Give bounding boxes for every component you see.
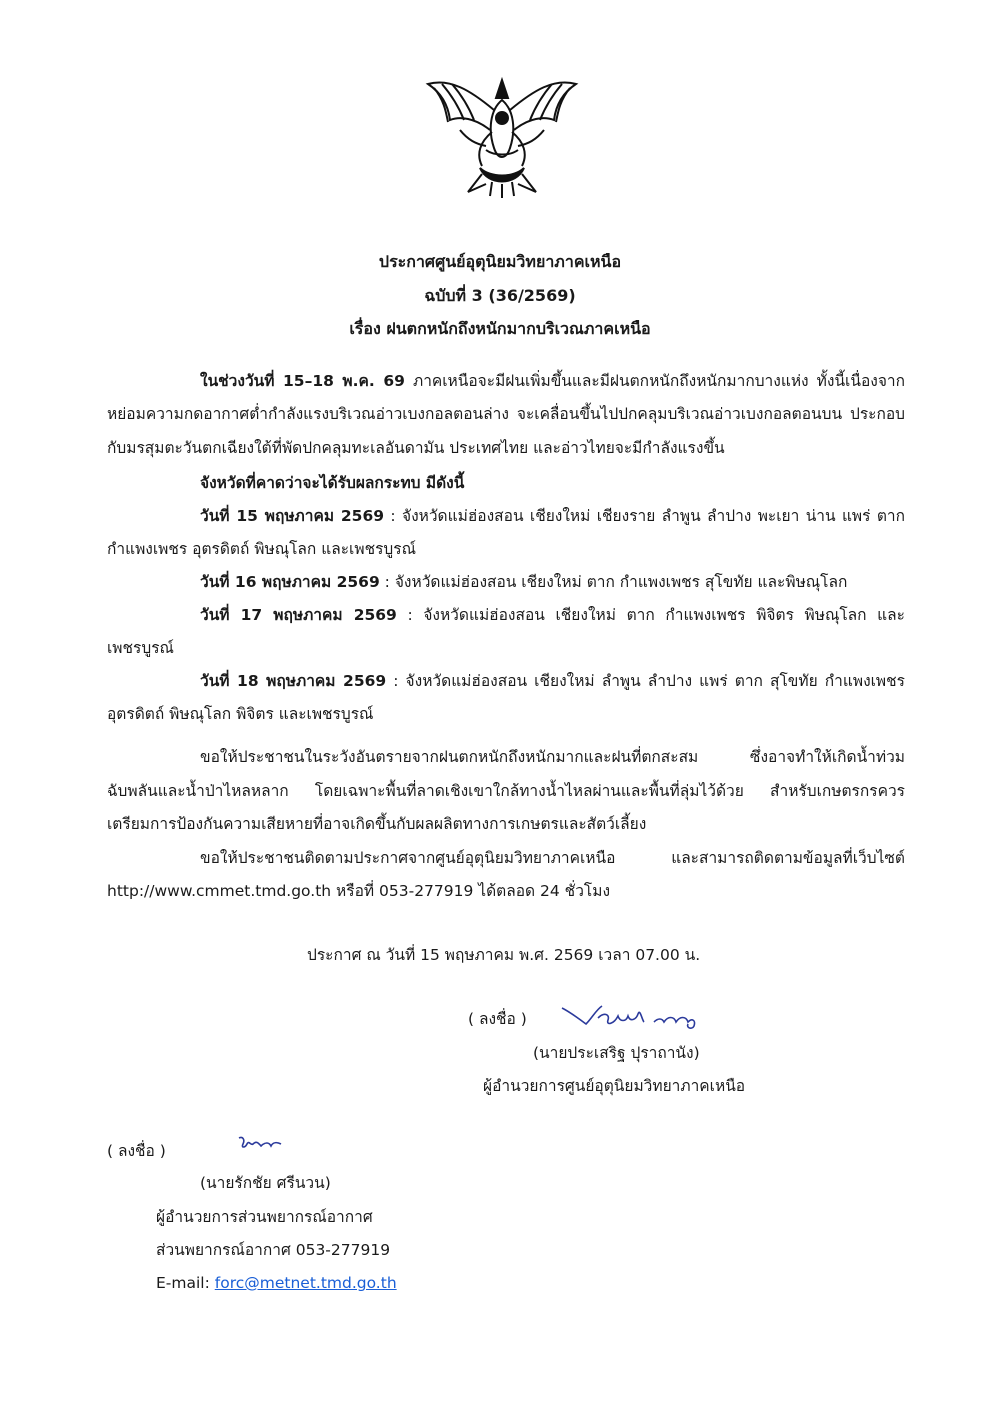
day-provinces: : จังหวัดแม่ฮ่องสอน เชียงใหม่ ลำพูน ลำปาง แพร่ ตาก สุโขทัย กำแพงเพชร xyxy=(386,672,905,690)
day-provinces: : จังหวัดแม่ฮ่องสอน เชียงใหม่ เชียงราย ลำพูน ลำปาง พะเยา น่าน แพร่ ตาก xyxy=(384,507,905,525)
day-date: วันที่ 15 พฤษภาคม 2569 xyxy=(200,507,385,525)
day-date: วันที่ 16 พฤษภาคม 2569 xyxy=(200,573,380,591)
subject-line: เรื่อง ฝนตกหนักถึงหนักมากบริเวณภาคเหนือ xyxy=(349,319,651,338)
warning-line-3: เตรียมการป้องกันความเสียหายที่อาจเกิดขึ้นกับผลผลิตทางการเกษตรและสัตว์เลี้ยง xyxy=(107,815,647,833)
follow-line-1: ขอให้ประชาชนติดตามประกาศจากศูนย์อุตุนิยมวิทยาภาคเหนือ และสามารถติดตามข้อมูลที่เว็บไซต์ xyxy=(200,849,905,867)
signatory-1-name: (นายประเสริฐ ปุราถานัง) xyxy=(533,1044,700,1062)
announcement-date: ประกาศ ณ วันที่ 15 พฤษภาคม พ.ศ. 2569 เวลา 07.00 น. xyxy=(307,946,701,964)
day-entry-1-line-2: กำแพงเพชร อุตรดิตถ์ พิษณุโลก และเพชรบูรณ์ xyxy=(107,540,416,558)
announcement-title: ประกาศศูนย์อุตุนิยมวิทยาภาคเหนือ xyxy=(378,252,622,271)
intro-line-1-rest: ภาคเหนือจะมีฝนเพิ่มขึ้นและมีฝนตกหนักถึงหนักมากบางแห่ง ทั้งนี้เนื่องจาก xyxy=(404,372,905,390)
sign-label: ( ลงชื่อ ) xyxy=(107,1142,166,1160)
day-date: วันที่ 18 พฤษภาคม 2569 xyxy=(200,672,387,690)
day-entry-1-line-1 xyxy=(200,505,905,527)
day-entry-3-line-2: เพชรบูรณ์ xyxy=(107,639,174,657)
sign-label: ( ลงชื่อ ) xyxy=(468,1010,527,1028)
day-entry-4-line-1 xyxy=(200,670,905,692)
warning-line-1: ขอให้ประชาชนในระวังอันตรายจากฝนตกหนักถึงหนักมากและฝนที่ตกสะสม ซึ่งอาจทำให้เกิดน้ำท่วม xyxy=(200,748,905,766)
intro-line-1 xyxy=(200,370,905,392)
forecast-director-signature xyxy=(235,1132,285,1156)
day-entry-4-line-2: อุตรดิตถ์ พิษณุโลก พิจิตร และเพชรบูรณ์ xyxy=(107,705,374,723)
director-signature xyxy=(558,998,703,1040)
signatory-2-position: ผู้อำนวยการส่วนพยากรณ์อากาศ xyxy=(156,1208,373,1226)
garuda-emblem xyxy=(420,70,585,200)
warning-line-2: ฉับพลันและน้ำป่าไหลหลาก โดยเฉพาะพื้นที่ลาดเชิงเขาใกล้ทางน้ำไหลผ่านและพื้นที่ลุ่มไว้ด้วย สำหรับเกษตรกรควร xyxy=(107,782,905,800)
signatory-2-name: (นายรักชัย ศรีนวน) xyxy=(200,1174,331,1192)
department-phone: ส่วนพยากรณ์อากาศ 053-277919 xyxy=(156,1241,391,1259)
follow-line-2: http://www.cmmet.tmd.go.th หรือที่ 053-277919 ได้ตลอด 24 ชั่วโมง xyxy=(107,882,611,900)
day-date: วันที่ 17 พฤษภาคม 2569 xyxy=(200,606,397,624)
email-link[interactable]: forc@metnet.tmd.go.th xyxy=(214,1274,397,1292)
intro-lead: ในช่วงวันที่ 15–18 พ.ค. 69 xyxy=(200,372,405,390)
day-entry-2-line-1 xyxy=(200,571,847,593)
email-line xyxy=(156,1272,397,1294)
intro-line-3: กับมรสุมตะวันตกเฉียงใต้ที่พัดปกคลุมทะเลอันดามัน ประเทศไทย และอ่าวไทยจะมีกำลังแรงขึ้น xyxy=(107,439,725,457)
email-label: E-mail: xyxy=(156,1274,215,1292)
signatory-1-position: ผู้อำนวยการศูนย์อุตุนิยมวิทยาภาคเหนือ xyxy=(483,1077,746,1095)
day-provinces: : จังหวัดแม่ฮ่องสอน เชียงใหม่ ตาก กำแพงเพชร พิจิตร พิษณุโลก และ xyxy=(396,606,905,624)
affected-heading: จังหวัดที่คาดว่าจะได้รับผลกระทบ มีดังนี้ xyxy=(200,474,465,492)
day-provinces: : จังหวัดแม่ฮ่องสอน เชียงใหม่ ตาก กำแพงเพชร สุโขทัย และพิษณุโลก xyxy=(379,573,848,591)
intro-line-2: หย่อมความกดอากาศต่ำกำลังแรงบริเวณอ่าวเบงกอลตอนล่าง จะเคลื่อนขึ้นไปปกคลุมบริเวณอ่าวเบงกอลตอนบน ประกอบ xyxy=(107,405,905,423)
issue-number: ฉบับที่ 3 (36/2569) xyxy=(424,286,576,305)
day-entry-3-line-1 xyxy=(200,604,905,626)
